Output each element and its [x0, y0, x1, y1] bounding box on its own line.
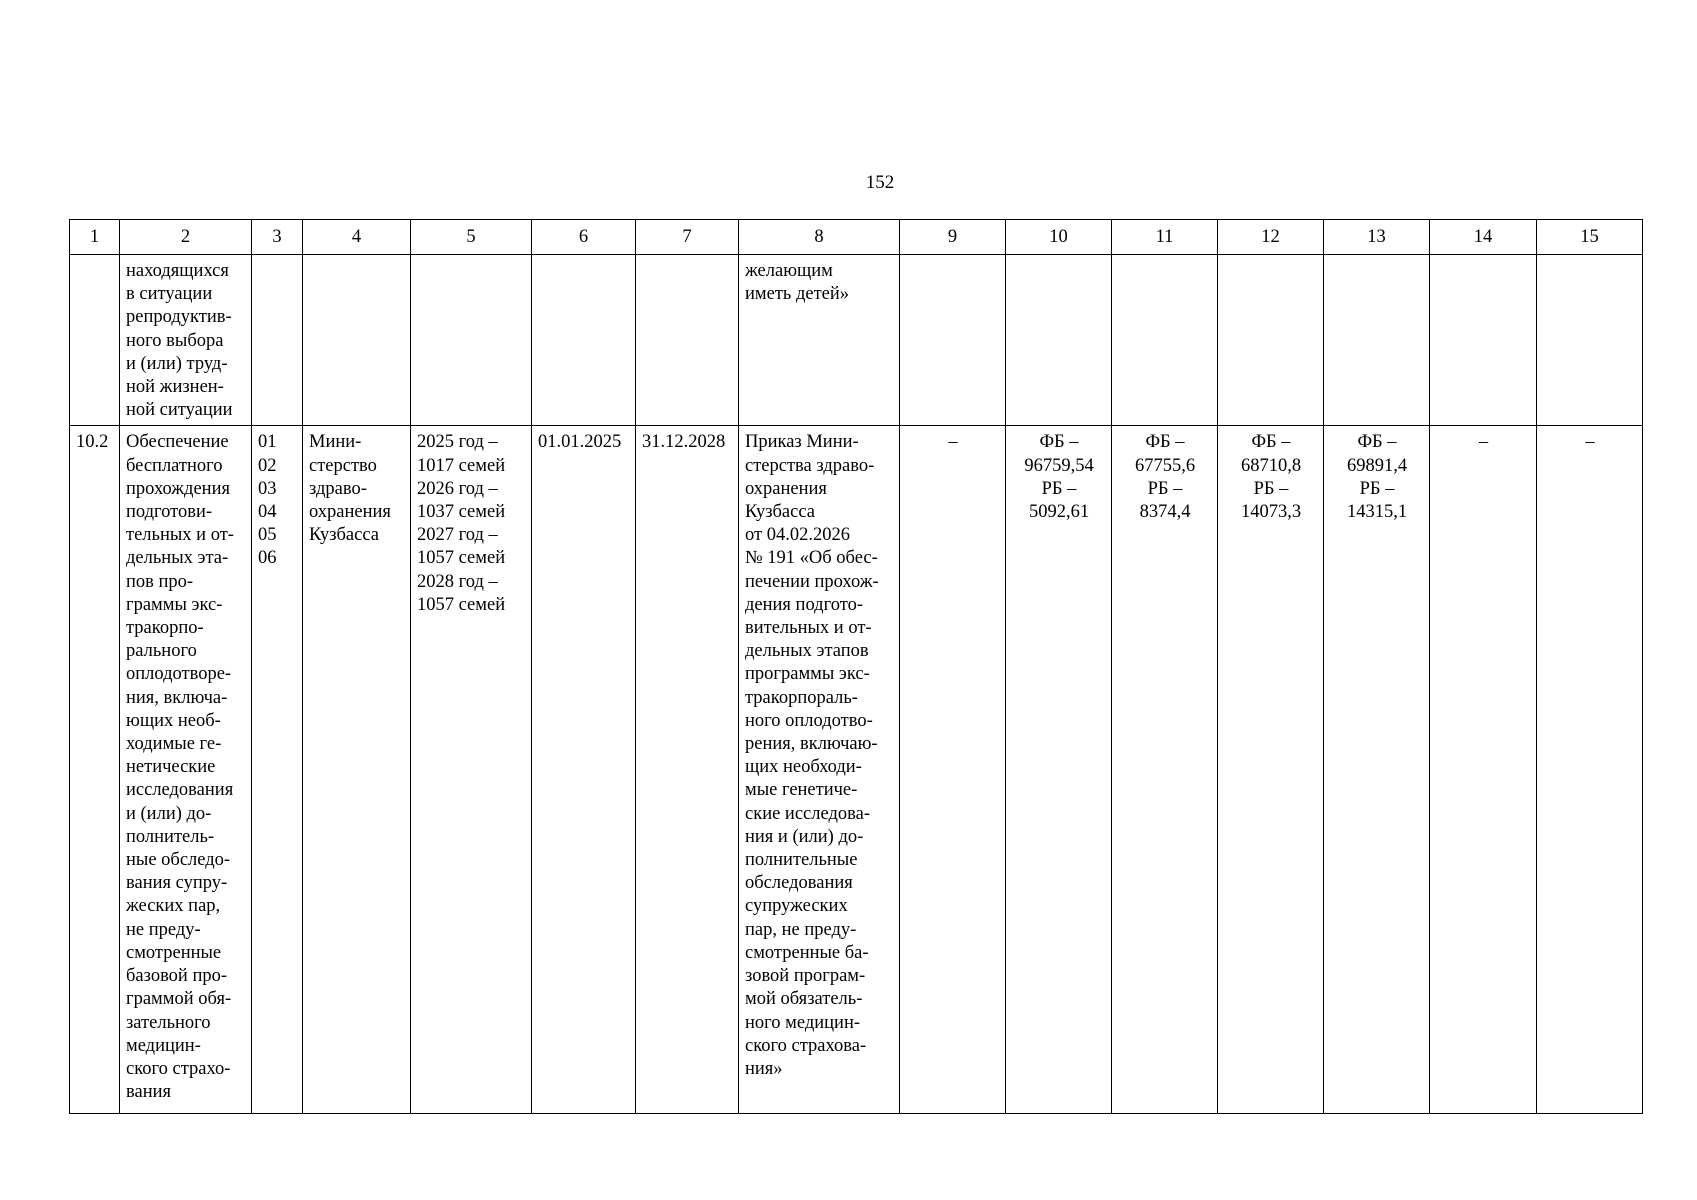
header-cell: 9 — [900, 220, 1006, 255]
header-cell: 5 — [411, 220, 532, 255]
cell-col9: – — [900, 426, 1006, 1114]
cell-col11: ФБ – 67755,6 РБ – 8374,4 — [1112, 426, 1218, 1114]
header-cell: 13 — [1324, 220, 1430, 255]
cell-col14 — [1430, 255, 1537, 426]
header-cell: 7 — [636, 220, 739, 255]
page-number: 152 — [865, 172, 895, 193]
cell-col12 — [1218, 255, 1324, 426]
program-table — [69, 219, 1643, 1114]
cell-measure-name: находящихся в ситуации репродуктив- ного выбора и (или) труд- ной жизнен- ной ситуации — [120, 255, 252, 426]
header-cell: 8 — [739, 220, 900, 255]
cell-start-date: 01.01.2025 — [532, 426, 636, 1114]
cell-codes: 01 02 03 04 05 06 — [252, 426, 303, 1114]
cell-number — [70, 255, 120, 426]
table-row — [70, 255, 1643, 426]
header-cell: 12 — [1218, 220, 1324, 255]
cell-col15 — [1537, 255, 1643, 426]
cell-col11 — [1112, 255, 1218, 426]
cell-col14: – — [1430, 426, 1537, 1114]
header-cell: 15 — [1537, 220, 1643, 255]
table-row — [70, 426, 1643, 1114]
cell-col10: ФБ – 96759,54 РБ – 5092,61 — [1006, 426, 1112, 1114]
cell-end-date: 31.12.2028 — [636, 426, 739, 1114]
header-cell: 4 — [303, 220, 411, 255]
cell-legal-act: желающим иметь детей» — [739, 255, 900, 426]
cell-targets — [411, 255, 532, 426]
cell-executor — [303, 255, 411, 426]
cell-col9 — [900, 255, 1006, 426]
header-cell: 1 — [70, 220, 120, 255]
header-cell: 3 — [252, 220, 303, 255]
cell-end-date — [636, 255, 739, 426]
cell-executor: Мини- стерство здраво- охранения Кузбасса — [303, 426, 411, 1114]
table-header-row — [70, 220, 1643, 255]
header-cell: 14 — [1430, 220, 1537, 255]
cell-col15: – — [1537, 426, 1643, 1114]
cell-codes — [252, 255, 303, 426]
cell-targets: 2025 год – 1017 семей 2026 год – 1037 семей 2027 год – 1057 семей 2028 год – 1057 семей — [411, 426, 532, 1114]
cell-start-date — [532, 255, 636, 426]
header-cell: 11 — [1112, 220, 1218, 255]
header-cell: 2 — [120, 220, 252, 255]
cell-legal-act: Приказ Мини- стерства здраво- охранения Кузбасса от 04.02.2026 № 191 «Об обес- печении прохож- дения подгото- вительных и от- дельных этапов программы экс- тракорпораль- ного оплодотво- рения, включаю- щих необходи- мые генетиче- ские исследова- ния и (или) до- полнительные обследования супружеских пар, не преду- смотренные ба- зовой програм- мой обязатель- ного медицин- ского страхова- ния» — [739, 426, 900, 1114]
cell-col13 — [1324, 255, 1430, 426]
cell-col13: ФБ – 69891,4 РБ – 14315,1 — [1324, 426, 1430, 1114]
header-cell: 10 — [1006, 220, 1112, 255]
cell-col12: ФБ – 68710,8 РБ – 14073,3 — [1218, 426, 1324, 1114]
cell-col10 — [1006, 255, 1112, 426]
header-cell: 6 — [532, 220, 636, 255]
cell-measure-name: Обеспечение бесплатного прохождения подготови- тельных и от- дельных эта- пов про- граммы экс- тракорпо- рального оплодотворе- ния, включа- ющих необ- ходимые ге- нетические исследования и (или) до- полнитель- ные обследо- вания супру- жеских пар, не преду- смотренные базовой про- граммой обя- зательного медицин- ского страхо- вания — [120, 426, 252, 1114]
cell-number: 10.2 — [70, 426, 120, 1114]
